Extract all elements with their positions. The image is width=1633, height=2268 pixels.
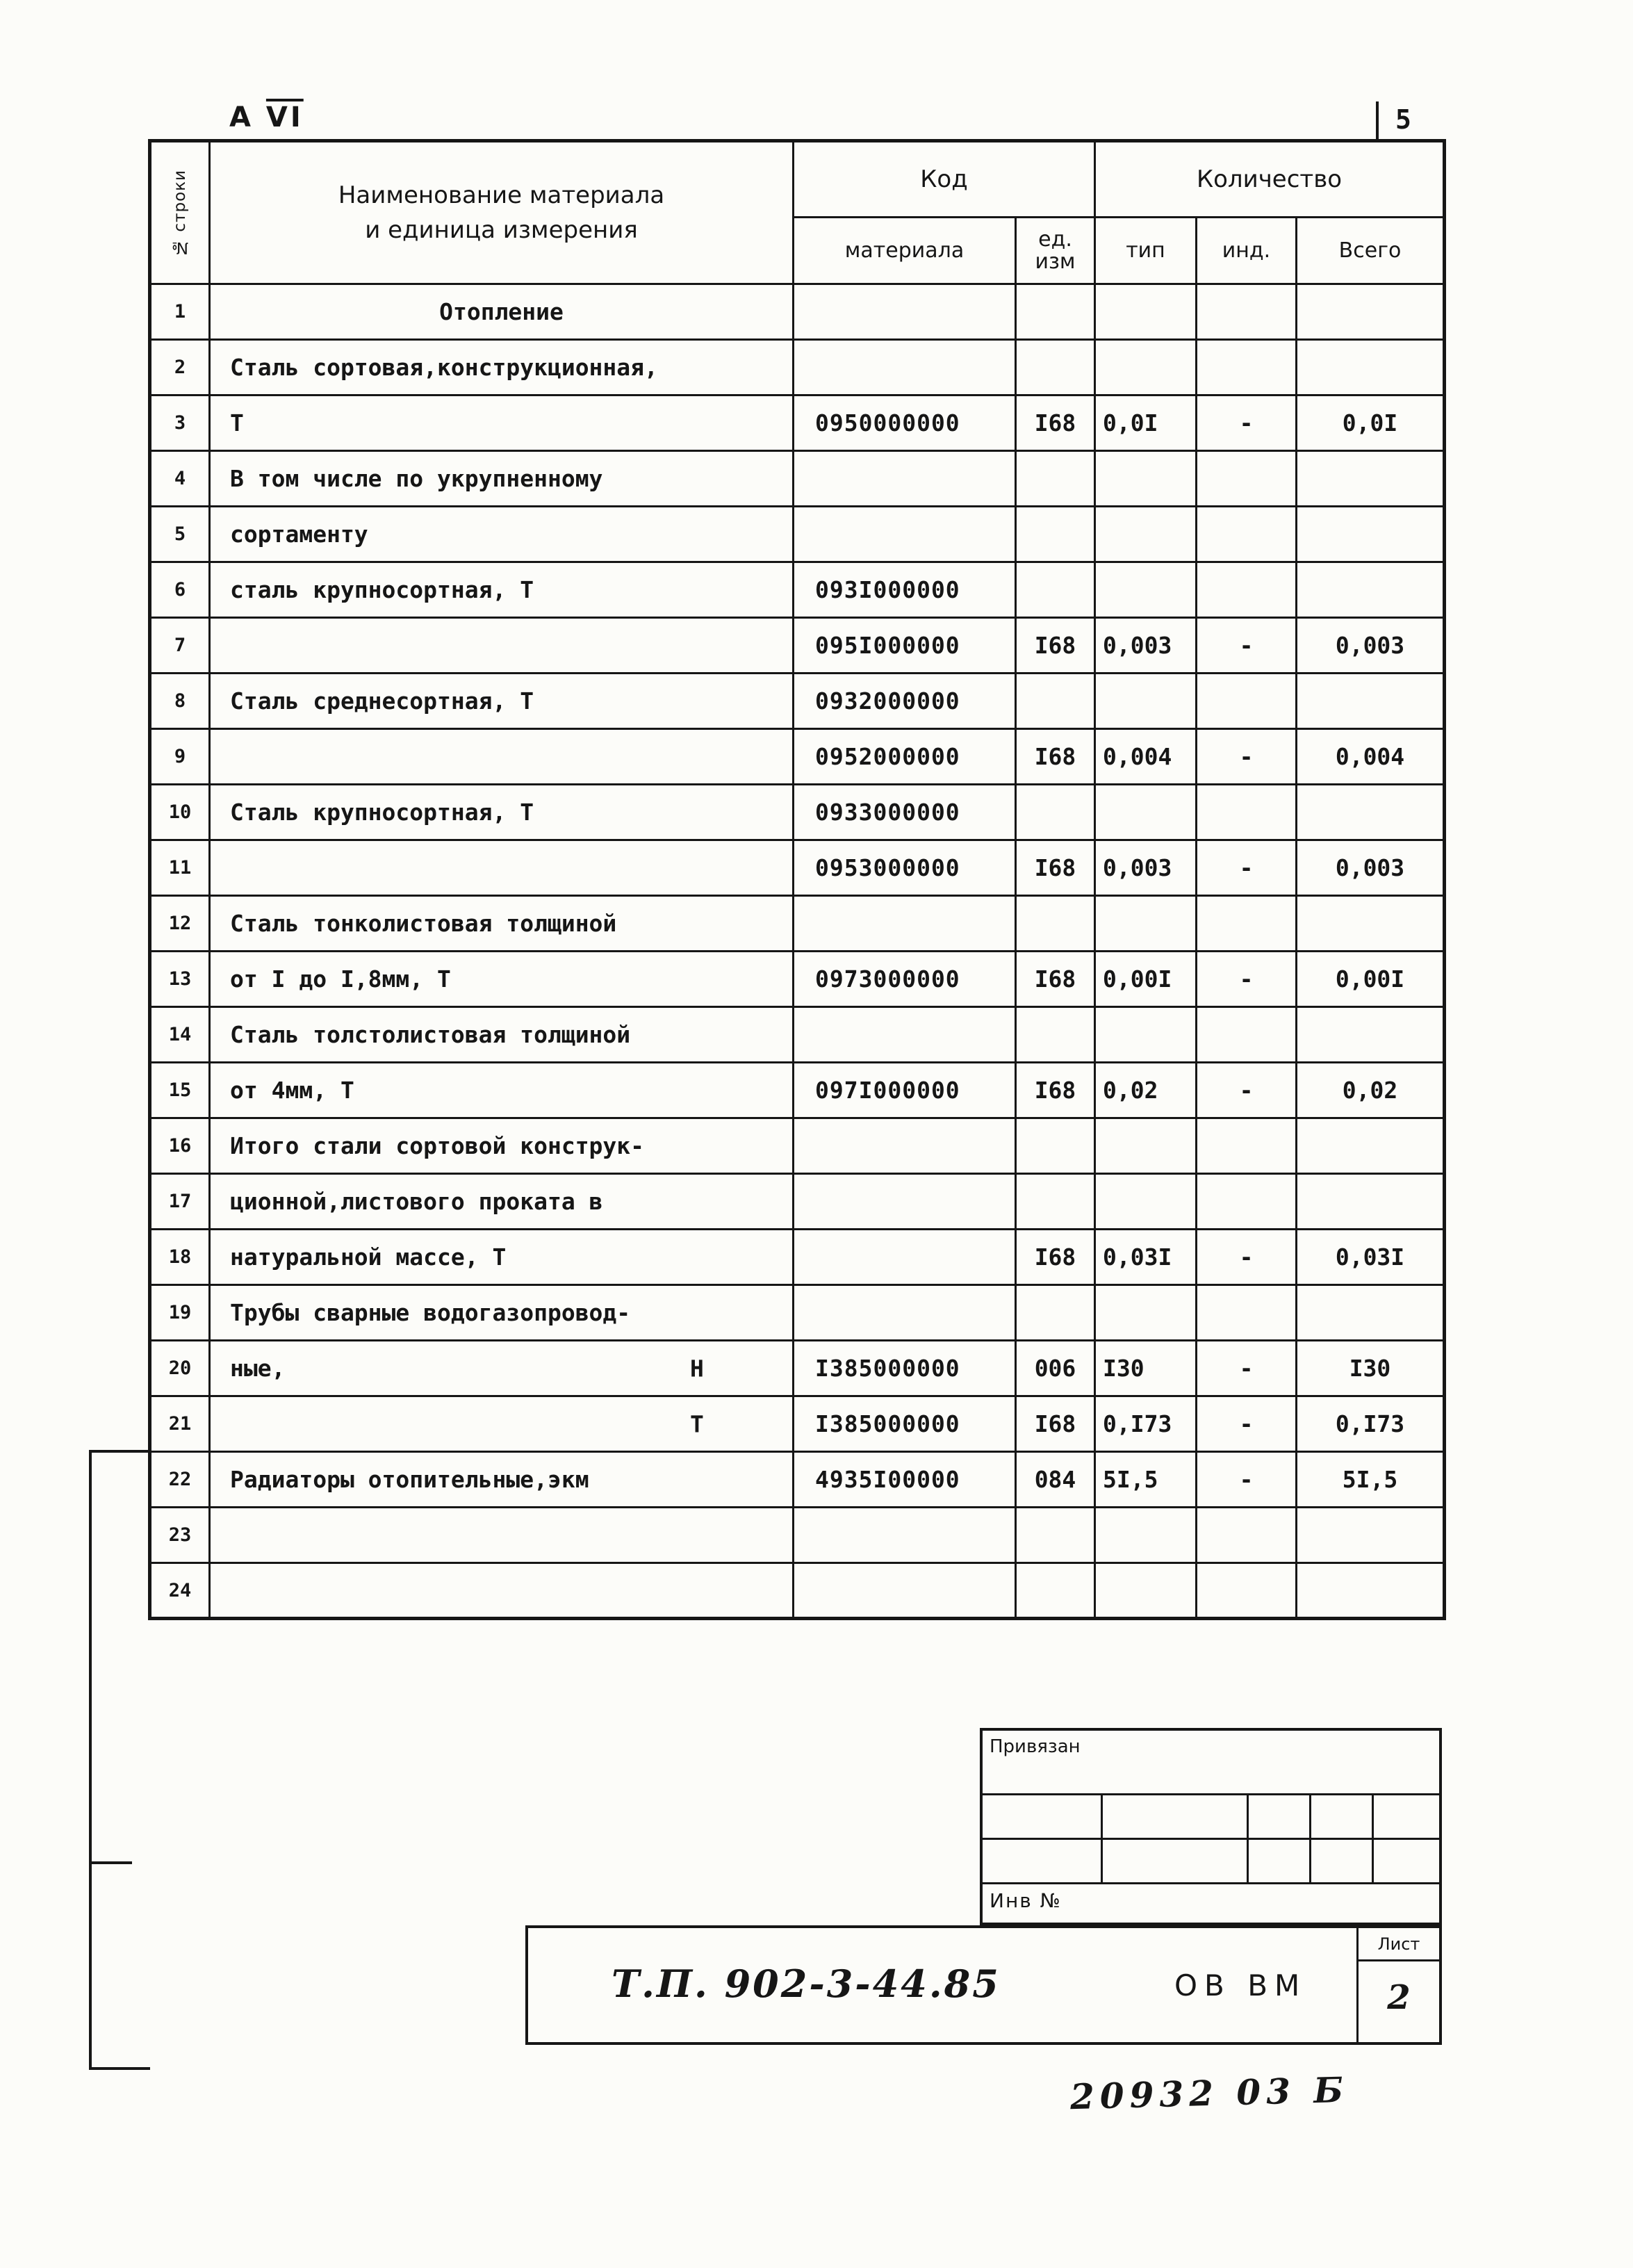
material-name-header-line2: и единица измерения	[365, 216, 638, 244]
material-name	[210, 1508, 794, 1563]
table-row	[150, 1063, 1445, 1118]
table-row	[150, 1007, 1445, 1063]
stamp-line	[983, 1793, 1439, 1795]
qty-total: I30	[1297, 1341, 1445, 1396]
qty-ind: -	[1197, 840, 1297, 896]
row-number: 7	[150, 618, 210, 674]
qty-total: 5I,5	[1297, 1452, 1445, 1508]
qty-ind: -	[1197, 395, 1297, 451]
unit-code: I68	[1016, 1063, 1095, 1118]
material-code	[794, 896, 1016, 952]
row-number: 16	[150, 1118, 210, 1174]
stamp-line	[983, 1838, 1439, 1840]
material-name	[210, 340, 794, 395]
material-code: 4935I00000	[794, 1452, 1016, 1508]
qty-ind	[1197, 1285, 1297, 1341]
table-row	[150, 896, 1445, 952]
row-number: 4	[150, 451, 210, 507]
table-row	[150, 1341, 1445, 1396]
qty-type-header: тип	[1095, 218, 1197, 284]
qty-ind-header: инд.	[1197, 218, 1297, 284]
row-number: 3	[150, 395, 210, 451]
table-row	[150, 562, 1445, 618]
qty-total	[1297, 451, 1445, 507]
row-number: 14	[150, 1007, 210, 1063]
material-name	[210, 451, 794, 507]
material-name	[210, 284, 794, 340]
qty-total	[1297, 785, 1445, 840]
materials-table	[148, 139, 1446, 1620]
qty-type	[1095, 507, 1197, 562]
materials-table-header	[150, 141, 1445, 284]
qty-total	[1297, 1118, 1445, 1174]
material-name	[210, 1063, 794, 1118]
unit-code	[1016, 507, 1095, 562]
material-code: 0932000000	[794, 674, 1016, 729]
material-name	[210, 1118, 794, 1174]
material-code	[794, 451, 1016, 507]
qty-ind	[1197, 451, 1297, 507]
qty-ind	[1197, 284, 1297, 340]
material-name-text: сталь крупносортная, Т	[230, 576, 534, 603]
material-name	[210, 1452, 794, 1508]
qty-type	[1095, 1508, 1197, 1563]
qty-total	[1297, 284, 1445, 340]
table-row	[150, 1563, 1445, 1619]
table-row	[150, 1118, 1445, 1174]
row-number: 20	[150, 1341, 210, 1396]
row-number: 13	[150, 952, 210, 1007]
stamp-divider	[1101, 1793, 1103, 1882]
material-name-header	[210, 141, 794, 284]
sheet-number: 2	[1387, 1978, 1411, 2017]
table-row	[150, 1174, 1445, 1230]
qty-total	[1297, 1007, 1445, 1063]
unit-header-line2: изм	[1035, 249, 1076, 274]
row-number: 8	[150, 674, 210, 729]
material-name	[210, 1396, 794, 1452]
table-row	[150, 1452, 1445, 1508]
material-name	[210, 785, 794, 840]
quantity-group-header: Количество	[1095, 141, 1445, 218]
row-number-header	[150, 141, 210, 284]
unit-code	[1016, 1285, 1095, 1341]
qty-type	[1095, 1174, 1197, 1230]
row-number: 18	[150, 1230, 210, 1285]
table-row	[150, 1285, 1445, 1341]
material-name-text: Сталь толстолистовая толщиной	[230, 1021, 631, 1048]
unit-code	[1016, 1508, 1095, 1563]
material-name	[210, 896, 794, 952]
material-code-header: материала	[794, 218, 1016, 284]
document-set-code: ОВ ВМ	[1174, 1968, 1307, 2002]
row-number: 5	[150, 507, 210, 562]
material-code	[794, 1563, 1016, 1619]
unit-code	[1016, 562, 1095, 618]
table-row	[150, 340, 1445, 395]
row-number: 21	[150, 1396, 210, 1452]
row-number: 6	[150, 562, 210, 618]
binding-mark-bottom	[89, 2067, 150, 2070]
unit-code	[1016, 785, 1095, 840]
qty-type: 0,00I	[1095, 952, 1197, 1007]
material-name	[210, 952, 794, 1007]
qty-ind: -	[1197, 729, 1297, 785]
table-row	[150, 507, 1445, 562]
qty-total: 0,03I	[1297, 1230, 1445, 1285]
qty-total	[1297, 896, 1445, 952]
table-row	[150, 1508, 1445, 1563]
unit-header	[1016, 218, 1095, 284]
qty-total: 0,00I	[1297, 952, 1445, 1007]
unit-code: I68	[1016, 1396, 1095, 1452]
qty-total	[1297, 1508, 1445, 1563]
qty-ind: -	[1197, 1396, 1297, 1452]
material-name	[210, 395, 794, 451]
material-name	[210, 1230, 794, 1285]
unit-code	[1016, 674, 1095, 729]
table-row	[150, 785, 1445, 840]
material-code: 095I000000	[794, 618, 1016, 674]
qty-total	[1297, 674, 1445, 729]
material-code: 097I000000	[794, 1063, 1016, 1118]
qty-total	[1297, 1563, 1445, 1619]
material-name	[210, 618, 794, 674]
page-marker-tick	[1376, 101, 1379, 142]
qty-type: 0,I73	[1095, 1396, 1197, 1452]
unit-code	[1016, 451, 1095, 507]
material-name	[210, 1341, 794, 1396]
row-number: 15	[150, 1063, 210, 1118]
unit-code: I68	[1016, 395, 1095, 451]
inventory-label: Инв №	[990, 1889, 1062, 1912]
unit-code: I68	[1016, 729, 1095, 785]
table-row	[150, 674, 1445, 729]
section-prefix: А	[229, 101, 254, 133]
material-code	[794, 340, 1016, 395]
material-name-text: Радиаторы отопительные,экм	[230, 1466, 589, 1493]
material-name-text: Отопление	[439, 298, 564, 325]
unit-code	[1016, 1563, 1095, 1619]
qty-type	[1095, 674, 1197, 729]
material-code	[794, 1508, 1016, 1563]
qty-ind: -	[1197, 1063, 1297, 1118]
material-code	[794, 1285, 1016, 1341]
qty-type	[1095, 340, 1197, 395]
qty-type	[1095, 284, 1197, 340]
qty-total-header: Всего	[1297, 218, 1445, 284]
row-number: 2	[150, 340, 210, 395]
qty-ind: -	[1197, 1452, 1297, 1508]
material-name-text: от 4мм, Т	[230, 1077, 354, 1104]
material-name	[210, 1007, 794, 1063]
qty-total	[1297, 507, 1445, 562]
qty-ind	[1197, 340, 1297, 395]
row-number: 23	[150, 1508, 210, 1563]
qty-type	[1095, 785, 1197, 840]
material-name	[210, 729, 794, 785]
qty-type: 0,0I	[1095, 395, 1197, 451]
table-row	[150, 284, 1445, 340]
qty-type	[1095, 896, 1197, 952]
unit-code	[1016, 340, 1095, 395]
material-code: 0952000000	[794, 729, 1016, 785]
qty-ind	[1197, 1174, 1297, 1230]
unit-code: 006	[1016, 1341, 1095, 1396]
qty-type	[1095, 451, 1197, 507]
unit-code	[1016, 1118, 1095, 1174]
table-row	[150, 729, 1445, 785]
qty-type	[1095, 562, 1197, 618]
qty-total: 0,02	[1297, 1063, 1445, 1118]
unit-code: I68	[1016, 840, 1095, 896]
material-name-text: натуральной массе, Т	[230, 1243, 507, 1271]
material-name	[210, 507, 794, 562]
row-number: 24	[150, 1563, 210, 1619]
unit-code	[1016, 1007, 1095, 1063]
qty-total: 0,004	[1297, 729, 1445, 785]
material-name-text: Сталь сортовая,конструкционная,	[230, 354, 658, 381]
title-block	[980, 1728, 1442, 1925]
qty-ind	[1197, 1508, 1297, 1563]
row-number: 17	[150, 1174, 210, 1230]
qty-total	[1297, 1174, 1445, 1230]
qty-type: 0,003	[1095, 840, 1197, 896]
qty-ind	[1197, 785, 1297, 840]
row-number: 22	[150, 1452, 210, 1508]
qty-type: 0,02	[1095, 1063, 1197, 1118]
material-name-text: Т	[230, 409, 244, 437]
qty-type	[1095, 1007, 1197, 1063]
project-number: Т.П. 902-3-44.85	[612, 1961, 1001, 2006]
material-code	[794, 1118, 1016, 1174]
table-row	[150, 618, 1445, 674]
material-code: I385000000	[794, 1396, 1016, 1452]
qty-total	[1297, 340, 1445, 395]
row-number: 9	[150, 729, 210, 785]
section-label	[229, 101, 304, 133]
materials-table-body	[150, 284, 1445, 1619]
material-name	[210, 1285, 794, 1341]
sheet-box	[1356, 1928, 1439, 2042]
qty-type: 0,004	[1095, 729, 1197, 785]
binding-mark-vertical	[89, 1450, 92, 2070]
qty-ind	[1197, 1118, 1297, 1174]
qty-ind	[1197, 562, 1297, 618]
qty-ind	[1197, 896, 1297, 952]
unit-code: I68	[1016, 1230, 1095, 1285]
unit-code: 084	[1016, 1452, 1095, 1508]
qty-ind: -	[1197, 618, 1297, 674]
qty-total: 0,003	[1297, 618, 1445, 674]
material-code: I385000000	[794, 1341, 1016, 1396]
material-code	[794, 1230, 1016, 1285]
binding-mark-top	[89, 1450, 150, 1453]
material-name-text: ные,	[230, 1355, 286, 1382]
footer-stamp	[525, 1925, 1442, 2045]
unit-code	[1016, 284, 1095, 340]
qty-type: I30	[1095, 1341, 1197, 1396]
qty-ind	[1197, 674, 1297, 729]
unit-code	[1016, 896, 1095, 952]
qty-ind: -	[1197, 1341, 1297, 1396]
stamp-divider	[1309, 1793, 1311, 1882]
binding-mark-middle	[89, 1861, 132, 1864]
material-code	[794, 507, 1016, 562]
material-name-text: Сталь крупносортная, Т	[230, 799, 534, 826]
material-name	[210, 674, 794, 729]
page-marker: 5	[1395, 104, 1411, 135]
row-number-header-text: № строки	[171, 169, 189, 256]
material-name-header-line1: Наименование материала	[338, 181, 665, 209]
material-code: 0933000000	[794, 785, 1016, 840]
table-row	[150, 451, 1445, 507]
material-code: 0953000000	[794, 840, 1016, 896]
qty-type	[1095, 1118, 1197, 1174]
handwritten-archive-number: 20932 03 Б	[1069, 2069, 1349, 2118]
stamp-divider	[1247, 1793, 1249, 1882]
table-row	[150, 952, 1445, 1007]
unit-code: I68	[1016, 618, 1095, 674]
material-name-text: Трубы сварные водогазопровод-	[230, 1299, 631, 1326]
material-name-unit-letter: Т	[690, 1410, 704, 1437]
qty-total: 0,I73	[1297, 1396, 1445, 1452]
unit-code	[1016, 1174, 1095, 1230]
qty-total: 0,003	[1297, 840, 1445, 896]
stamp-divider	[1372, 1793, 1374, 1882]
row-number: 11	[150, 840, 210, 896]
material-name-text: сортаменту	[230, 521, 368, 548]
table-row	[150, 1230, 1445, 1285]
row-number: 10	[150, 785, 210, 840]
row-number: 19	[150, 1285, 210, 1341]
table-row	[150, 395, 1445, 451]
material-name-unit-letter: Н	[690, 1355, 704, 1382]
section-roman-numeral: $\overline{VI}$	[265, 101, 304, 133]
qty-ind	[1197, 1007, 1297, 1063]
material-code	[794, 1174, 1016, 1230]
stamp-line	[983, 1882, 1439, 1884]
row-number: 12	[150, 896, 210, 952]
row-number: 1	[150, 284, 210, 340]
qty-type	[1095, 1563, 1197, 1619]
unit-code: I68	[1016, 952, 1095, 1007]
material-name	[210, 1174, 794, 1230]
qty-type	[1095, 1285, 1197, 1341]
qty-type: 0,03I	[1095, 1230, 1197, 1285]
qty-ind	[1197, 1563, 1297, 1619]
material-code: 0950000000	[794, 395, 1016, 451]
material-name-text: Сталь тонколистовая толщиной	[230, 910, 617, 937]
material-code	[794, 1007, 1016, 1063]
material-name-text: Итого стали сортовой конструк-	[230, 1132, 645, 1159]
material-name	[210, 562, 794, 618]
qty-total: 0,0I	[1297, 395, 1445, 451]
material-name-text: ционной,листового проката в	[230, 1188, 603, 1215]
material-name-text: от I до I,8мм, Т	[230, 965, 451, 993]
qty-type: 0,003	[1095, 618, 1197, 674]
attached-label: Привязан	[990, 1736, 1081, 1757]
material-name-text: Сталь среднесортная, Т	[230, 687, 534, 715]
sheet-label: Лист	[1359, 1928, 1439, 1961]
unit-header-line1: ед.	[1038, 227, 1072, 252]
material-name-text: В том числе по укрупненному	[230, 465, 603, 492]
material-code	[794, 284, 1016, 340]
material-code: 0973000000	[794, 952, 1016, 1007]
table-row	[150, 840, 1445, 896]
qty-ind: -	[1197, 1230, 1297, 1285]
qty-type: 5I,5	[1095, 1452, 1197, 1508]
qty-ind	[1197, 507, 1297, 562]
table-row	[150, 1396, 1445, 1452]
material-name	[210, 840, 794, 896]
qty-total	[1297, 1285, 1445, 1341]
code-group-header: Код	[794, 141, 1095, 218]
qty-ind: -	[1197, 952, 1297, 1007]
qty-total	[1297, 562, 1445, 618]
material-code: 093I000000	[794, 562, 1016, 618]
material-name	[210, 1563, 794, 1619]
